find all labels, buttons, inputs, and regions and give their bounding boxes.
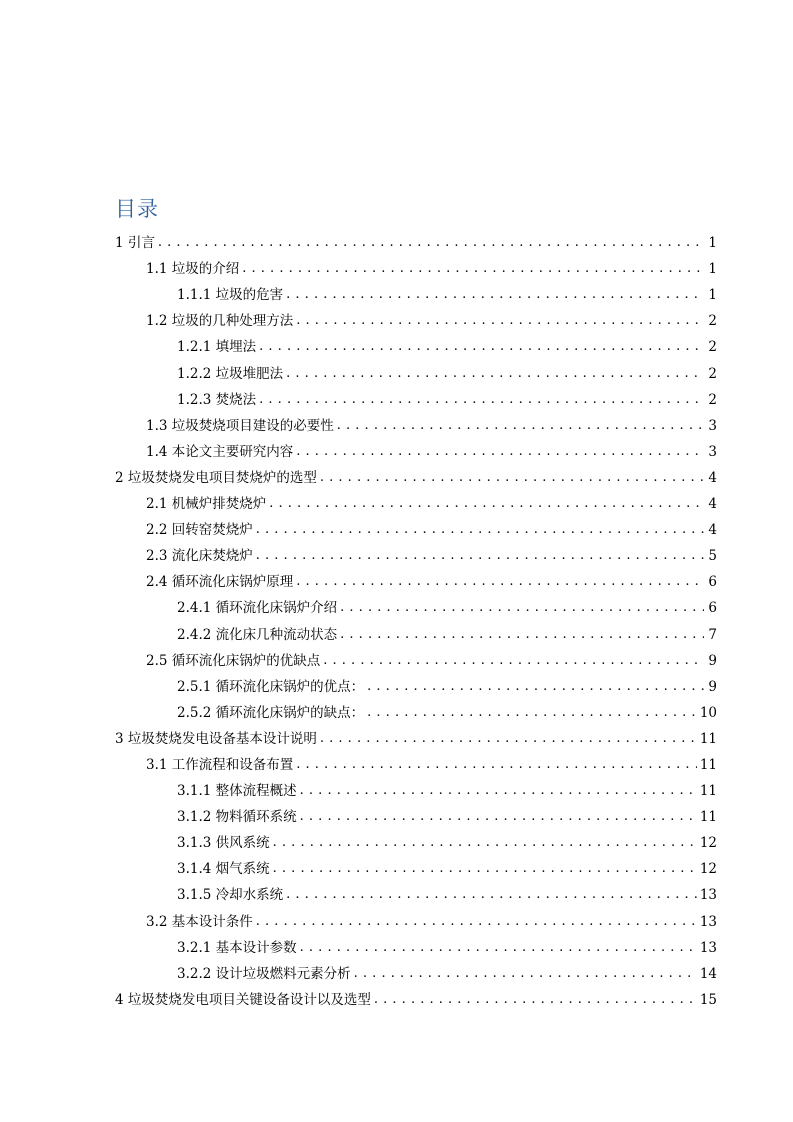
toc-page-number: 4 (708, 469, 717, 486)
toc-dot-leader (367, 700, 697, 726)
toc-entry-title: 3.1.1 整体流程概述 (177, 783, 297, 800)
toc-entry[interactable] (0, 230, 793, 256)
toc-page-number: 4 (708, 496, 717, 513)
toc-page-number: 13 (699, 913, 717, 930)
toc-entry-title: 3.1 工作流程和设备布置 (146, 756, 294, 773)
toc-entry-title: 2.2 回转窑焚烧炉 (146, 522, 253, 539)
toc-entry-title: 2.1 机械炉排焚烧炉 (146, 496, 267, 513)
toc-dot-leader (300, 804, 697, 830)
toc-page-number: 11 (699, 756, 717, 773)
toc-entry-title: 3.1.5 冷却水系统 (177, 887, 284, 904)
toc-heading: 目录 (115, 197, 159, 221)
toc-page-number: 15 (699, 991, 717, 1008)
toc-page-number: 2 (708, 313, 717, 330)
toc-dot-leader (300, 935, 697, 961)
toc-dot-leader (286, 282, 704, 308)
toc-dot-leader (256, 517, 704, 543)
toc-page-number: 12 (699, 835, 717, 852)
toc-dot-leader (273, 856, 697, 882)
toc-dot-leader (296, 569, 704, 595)
toc-entry-title: 2.4.2 流化床几种流动状态 (177, 626, 338, 643)
toc-dot-leader (269, 491, 704, 517)
toc-entry[interactable] (0, 387, 793, 413)
toc-page-number: 1 (708, 287, 717, 304)
toc-dot-leader (320, 726, 697, 752)
toc-entry[interactable] (0, 961, 793, 987)
toc-entry-title: 1.4 本论文主要研究内容 (146, 443, 294, 460)
toc-entry-title: 3.2 基本设计条件 (146, 913, 253, 930)
toc-entry-title: 1.2 垃圾的几种处理方法 (146, 313, 294, 330)
toc-entry[interactable] (0, 935, 793, 961)
toc-entry-title: 1.1 垃圾的介绍 (146, 261, 240, 278)
toc-entry-title: 1 引言 (115, 235, 155, 252)
toc-page-number: 14 (699, 965, 717, 982)
toc-page-number: 6 (708, 574, 717, 591)
toc-entry-title: 2.5 循环流化床锅炉的优缺点 (146, 652, 321, 669)
toc-dot-leader (323, 648, 704, 674)
toc-page-number: 11 (699, 809, 717, 826)
toc-page-number: 2 (708, 339, 717, 356)
toc-entry[interactable] (0, 256, 793, 282)
toc-entry-title: 3.1.4 烟气系统 (177, 861, 270, 878)
toc-entry-title: 4 垃圾焚烧发电项目关键设备设计以及选型 (115, 991, 371, 1008)
toc-dot-leader (259, 334, 704, 360)
toc-entry[interactable] (0, 569, 793, 595)
toc-dot-leader (286, 361, 704, 387)
toc-page-number: 2 (708, 391, 717, 408)
toc-entry-title: 3.2.1 基本设计参数 (177, 939, 297, 956)
toc-entry-title: 3 垃圾焚烧发电设备基本设计说明 (115, 730, 317, 747)
toc-entry[interactable] (0, 517, 793, 543)
toc-page-number: 3 (708, 443, 717, 460)
toc-entry[interactable] (0, 621, 793, 647)
toc-dot-leader (286, 882, 697, 908)
toc-dot-leader (300, 778, 697, 804)
toc-entry-title: 1.1.1 垃圾的危害 (177, 287, 284, 304)
toc-entry[interactable] (0, 752, 793, 778)
toc-dot-leader (296, 308, 704, 334)
toc-entry-title: 3.2.2 设计垃圾燃料元素分析 (177, 965, 351, 982)
toc-entry-title: 3.1.2 物料循环系统 (177, 809, 297, 826)
table-of-contents (0, 230, 793, 1013)
toc-page-number: 2 (708, 365, 717, 382)
toc-page-number: 7 (708, 626, 717, 643)
toc-page-number: 1 (708, 261, 717, 278)
toc-entry[interactable] (0, 674, 793, 700)
toc-page-number: 5 (708, 548, 717, 565)
toc-dot-leader (320, 465, 704, 491)
toc-page-number: 12 (699, 861, 717, 878)
toc-entry[interactable] (0, 595, 793, 621)
toc-entry-title: 2 垃圾焚烧发电项目焚烧炉的选型 (115, 469, 317, 486)
toc-page-number: 6 (708, 600, 717, 617)
toc-page-number: 9 (708, 652, 717, 669)
toc-entry[interactable] (0, 726, 793, 752)
toc-dot-leader (273, 830, 697, 856)
toc-entry-title: 3.1.3 供风系统 (177, 835, 270, 852)
toc-entry-title: 2.4 循环流化床锅炉原理 (146, 574, 294, 591)
toc-entry-title: 2.5.2 循环流化床锅炉的缺点： (177, 704, 365, 721)
toc-page-number: 1 (708, 235, 717, 252)
toc-entry-title: 2.4.1 循环流化床锅炉介绍 (177, 600, 338, 617)
toc-page-number: 11 (699, 783, 717, 800)
toc-entry[interactable] (0, 491, 793, 517)
toc-entry[interactable] (0, 465, 793, 491)
toc-dot-leader (340, 622, 704, 648)
toc-entry[interactable] (0, 700, 793, 726)
toc-entry[interactable] (0, 882, 793, 908)
toc-entry[interactable] (0, 543, 793, 569)
toc-entry[interactable] (0, 648, 793, 674)
toc-dot-leader (296, 439, 704, 465)
toc-page-number: 13 (699, 939, 717, 956)
toc-entry[interactable] (0, 334, 793, 360)
toc-entry[interactable] (0, 282, 793, 308)
toc-entry-title: 1.2.2 垃圾堆肥法 (177, 365, 284, 382)
toc-page-number: 11 (699, 730, 717, 747)
toc-entry[interactable] (0, 987, 793, 1013)
toc-dot-leader (259, 387, 704, 413)
toc-entry[interactable] (0, 908, 793, 934)
toc-entry[interactable] (0, 804, 793, 830)
toc-entry[interactable] (0, 830, 793, 856)
toc-dot-leader (340, 595, 704, 621)
toc-dot-leader (354, 961, 697, 987)
toc-entry-title: 1.2.3 焚烧法 (177, 391, 257, 408)
toc-dot-leader (296, 752, 697, 778)
toc-entry[interactable] (0, 439, 793, 465)
toc-dot-leader (256, 543, 704, 569)
toc-entry[interactable] (0, 856, 793, 882)
toc-entry-title: 1.2.1 填埋法 (177, 339, 257, 356)
toc-entry-title: 1.3 垃圾焚烧项目建设的必要性 (146, 417, 334, 434)
toc-dot-leader (256, 909, 697, 935)
toc-entry[interactable] (0, 778, 793, 804)
toc-entry-title: 2.5.1 循环流化床锅炉的优点： (177, 678, 365, 695)
toc-dot-leader (367, 674, 704, 700)
toc-page-number: 13 (699, 887, 717, 904)
toc-entry[interactable] (0, 308, 793, 334)
toc-dot-leader (337, 413, 704, 439)
toc-page-number: 9 (708, 678, 717, 695)
toc-entry[interactable] (0, 360, 793, 386)
toc-dot-leader (242, 256, 704, 282)
toc-entry-title: 2.3 流化床焚烧炉 (146, 548, 253, 565)
toc-entry[interactable] (0, 413, 793, 439)
toc-page-number: 10 (699, 704, 717, 721)
toc-page-number: 4 (708, 522, 717, 539)
toc-dot-leader (374, 987, 697, 1013)
toc-page-number: 3 (708, 417, 717, 434)
toc-dot-leader (158, 230, 704, 256)
